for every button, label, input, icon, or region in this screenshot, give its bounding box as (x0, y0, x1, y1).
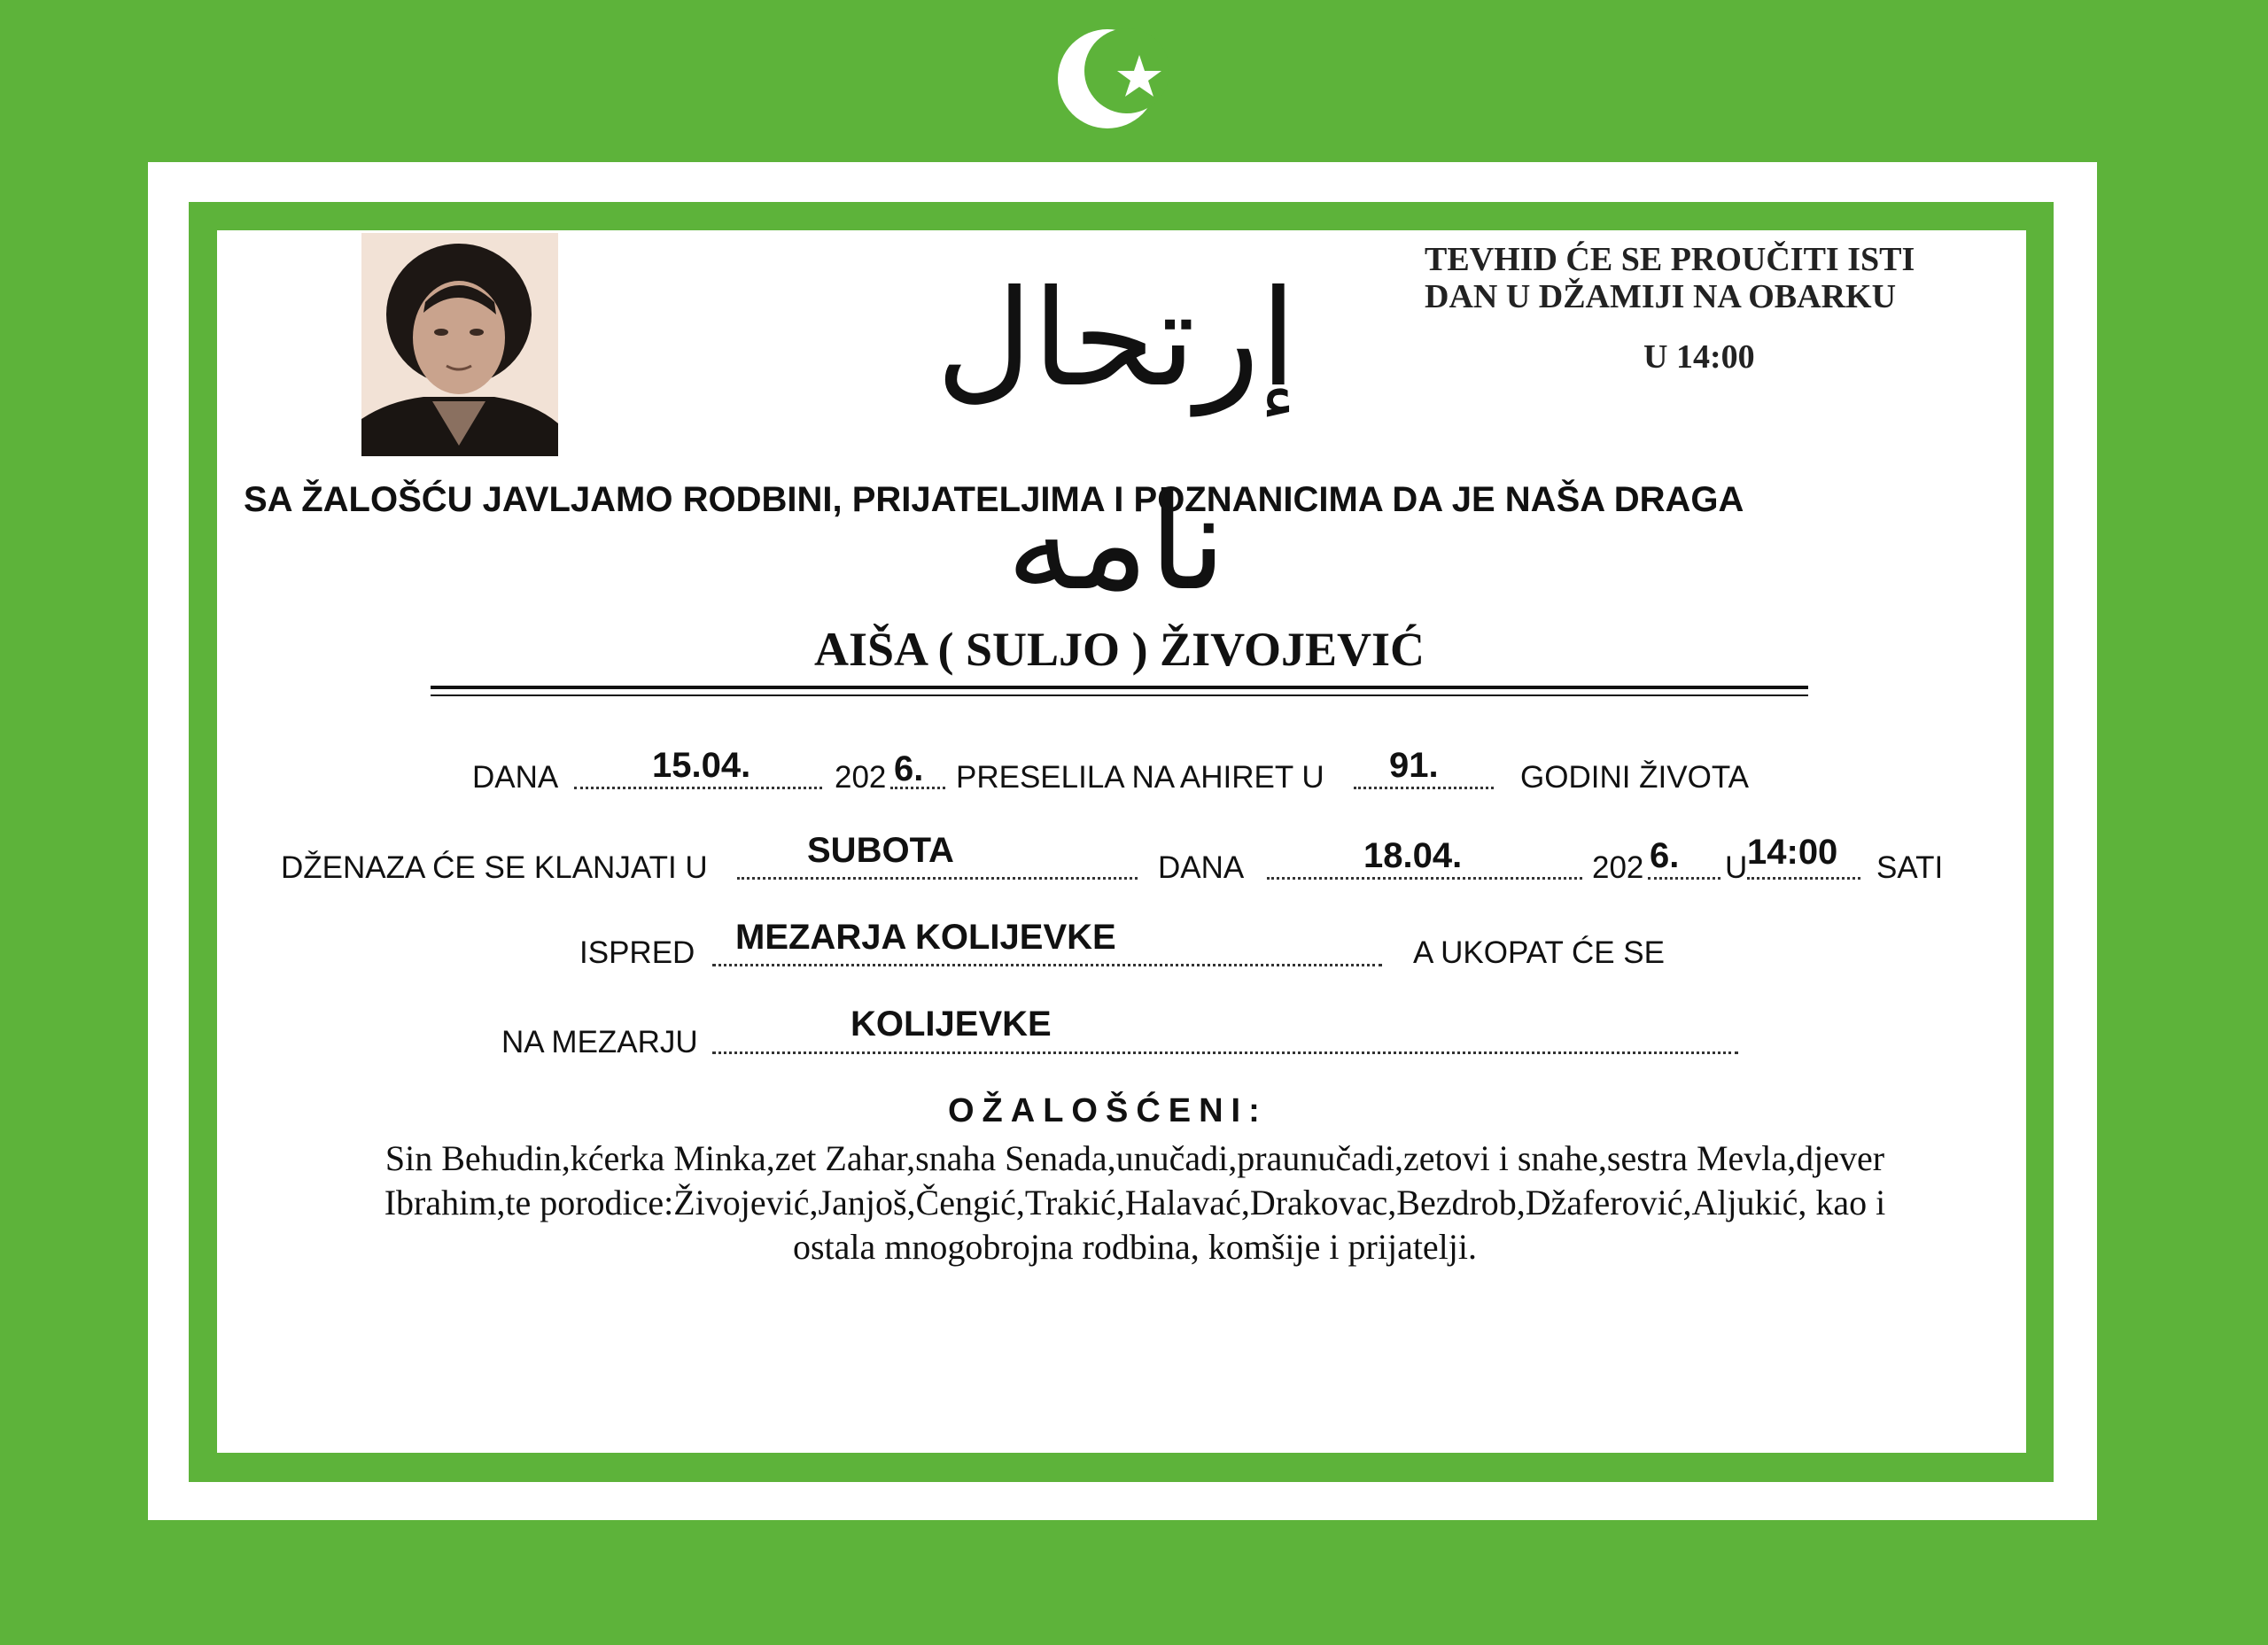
crescent-star-icon (1051, 19, 1175, 138)
u-label: U (1725, 850, 1748, 885)
preselila-label: PRESELILA NA AHIRET U (956, 760, 1324, 795)
sati-label: SATI (1876, 850, 1944, 885)
dana-label-2: DANA (1158, 850, 1245, 885)
place-dotted-line (712, 964, 1382, 966)
dana-label: DANA (472, 760, 559, 795)
name-underline-thin (431, 694, 1808, 696)
age-value: 91. (1389, 746, 1439, 785)
mourners-line-2: Ibrahim,te porodice:Živojević,Janjoš,Čengić,Trakić,Halavać,Drakovac,Bezdrob,Džaferović,Aljukić, kao i (384, 1183, 1886, 1222)
time-dotted-line (1747, 877, 1860, 880)
funeral-date: 18.04. (1363, 836, 1463, 875)
mourners-list (253, 1137, 2016, 1269)
tevhid-line-1: TEVHID ĆE SE PROUČITI ISTI (1425, 241, 1915, 278)
funeral-place: MEZARJA KOLIJEVKE (735, 918, 1116, 957)
arabic-title: إرتحال نامه (936, 262, 1297, 620)
ukopat-label: A UKOPAT ĆE SE (1413, 935, 1665, 970)
godini-label: GODINI ŽIVOTA (1520, 760, 1749, 795)
year-suffix: 6. (894, 749, 924, 788)
funeral-date-dotted-line (1267, 877, 1582, 880)
cemetery-name: KOLIJEVKE (850, 1005, 1052, 1044)
mourners-line-3: ostala mnogobrojna rodbina, komšije i prijatelji. (792, 1227, 1478, 1267)
year-prefix: 202 (835, 760, 887, 795)
death-date: 15.04. (652, 746, 751, 785)
year-prefix-2: 202 (1592, 850, 1644, 885)
year-dotted-line-2 (1648, 877, 1720, 880)
mezarju-label: NA MEZARJU (501, 1025, 698, 1059)
day-dotted-line (737, 877, 1138, 880)
mourners-line-1: Sin Behudin,kćerka Minka,zet Zahar,snaha Senada,unučadi,praunučadi,zetovi i snahe,sestra Mevla,djever (384, 1138, 1885, 1178)
age-dotted-line (1354, 787, 1494, 789)
tevhid-line-2: DAN U DŽAMIJI NA OBARKU (1425, 278, 1897, 315)
dzenaza-label: DŽENAZA ĆE SE KLANJATI U (281, 850, 708, 885)
cemetery-dotted-line (712, 1051, 1738, 1054)
year-suffix-2: 6. (1650, 836, 1680, 875)
portrait-photo (361, 233, 558, 456)
funeral-day: SUBOTA (807, 831, 954, 870)
deceased-name: AIŠA ( SULJO ) ŽIVOJEVIĆ (813, 623, 1425, 676)
mourners-heading: OŽALOŠĆENI: (948, 1092, 1268, 1129)
name-underline (431, 686, 1808, 689)
tevhid-notice (1425, 241, 2000, 315)
ispred-label: ISPRED (579, 935, 695, 970)
announcement-text: SA ŽALOŠĆU JAVLJAMO RODBINI, PRIJATELJIMA I POZNANICIMA DA JE NAŠA DRAGA (244, 480, 1744, 519)
tevhid-time: U 14:00 (1643, 338, 1755, 376)
date-dotted-line (574, 787, 822, 789)
funeral-time: 14:00 (1747, 833, 1838, 872)
